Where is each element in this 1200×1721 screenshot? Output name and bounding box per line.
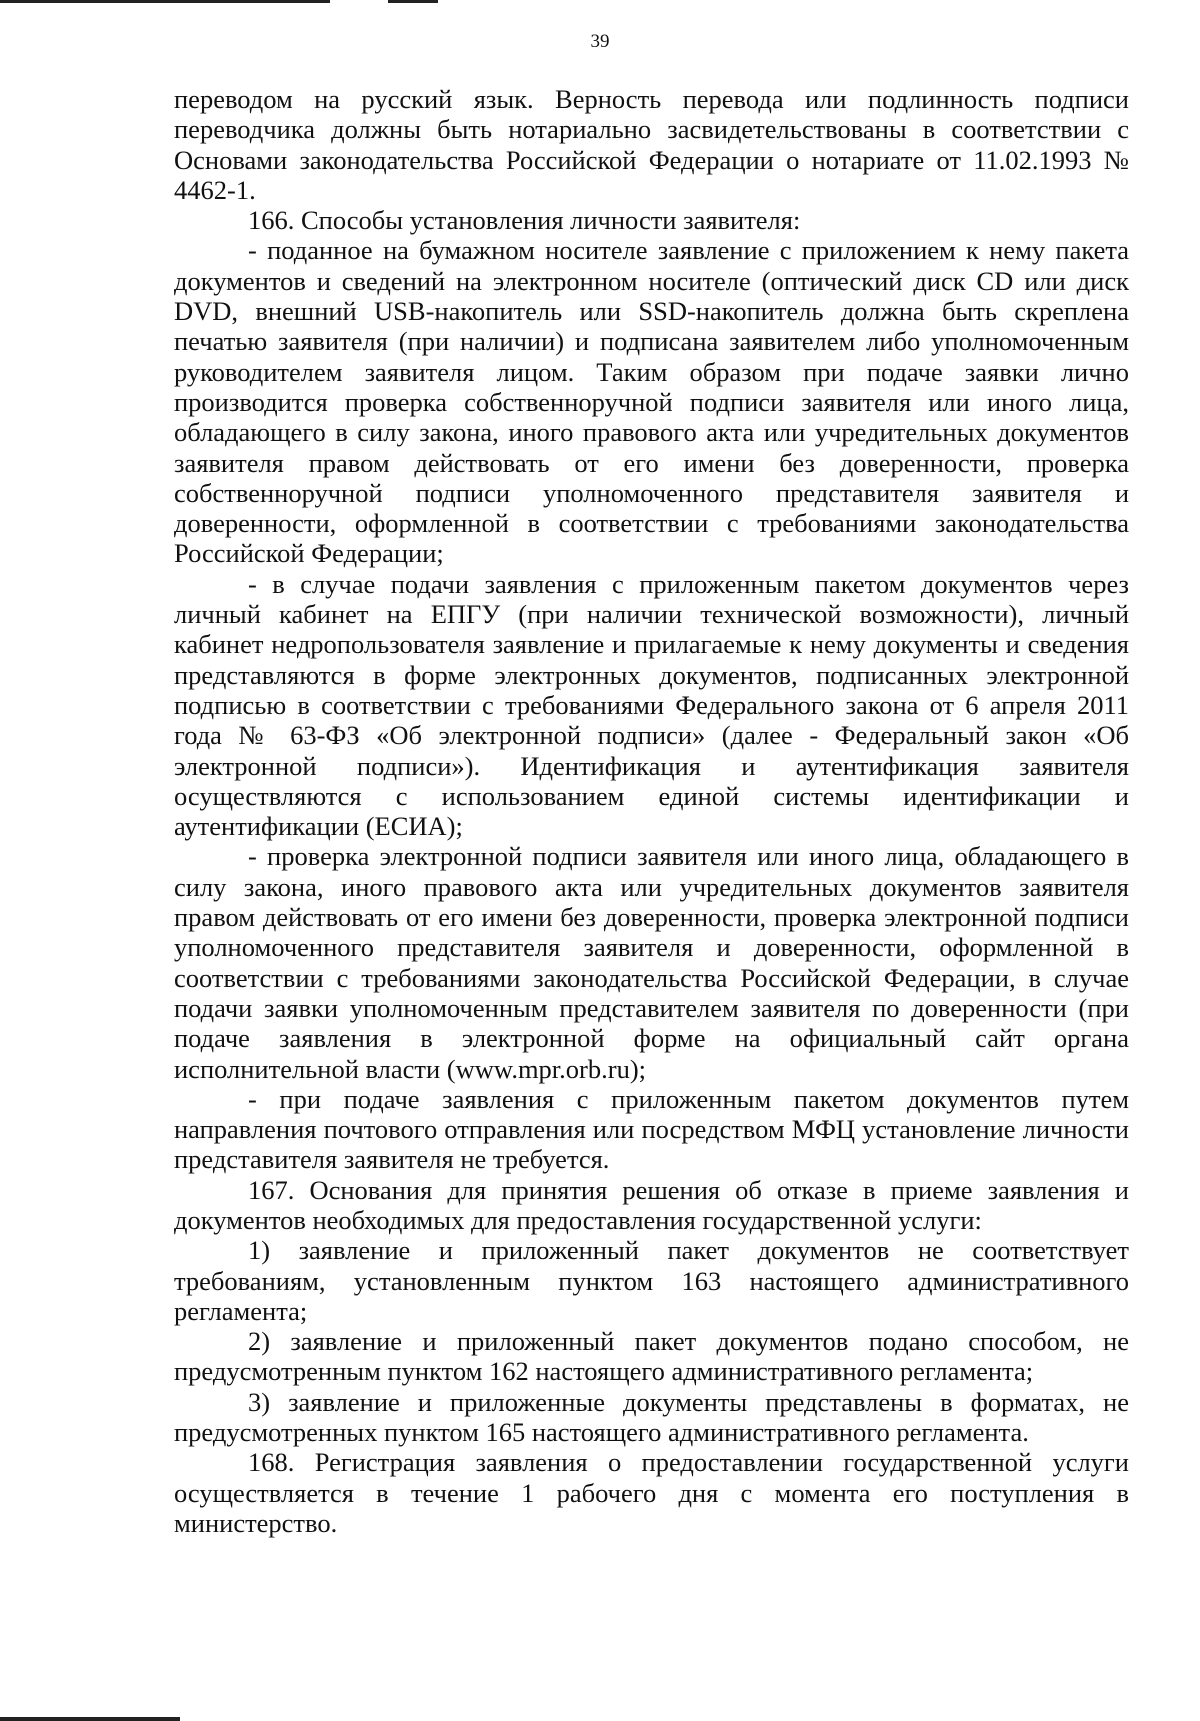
paragraph: переводом на русский язык. Верность перевода или подлинность подписи переводчика должны быть нотариально засвидетельствованы в соответствии с Основами законодательства Российской Федерации о нотариате от 11.02.1993 № 4462-1. (174, 84, 1129, 205)
scan-edge-mark-top-right (388, 0, 438, 3)
paragraph: 3) заявление и приложенные документы представлены в форматах, не предусмотренных пунктом 165 настоящего административного регламента. (174, 1386, 1129, 1448)
page-number: 39 (590, 31, 610, 52)
paragraph: 166. Способы установления личности заявителя: (248, 205, 801, 236)
paragraph: - поданное на бумажном носителе заявление с приложением к нему пакета документов и сведений на электронном носителе (оптический диск CD или диск DVD, внешний USB-накопитель или SSD-накопитель должна быть скреплена печатью заявителя (при наличии) и подписана заявителем либо уполномоченным руководителем заявителя лицом. Таким образом при подаче заявки лично производится проверка собственноручной подписи заявителя или иного лица, обладающего в силу закона, иного правового акта или учредительных документов заявителя правом действовать от его имени без доверенности, проверка собственноручной подписи уполномоченного представителя заявителя и доверенности, оформленной в соответствии с требованиями законодательства Российской Федерации; (174, 235, 1129, 569)
scan-edge-mark-bottom (0, 1717, 180, 1721)
paragraph: 167. Основания для принятия решения об отказе в приеме заявления и документов необходимых для предоставления государственной услуги: (174, 1174, 1129, 1235)
paragraph: 168. Регистрация заявления о предоставлении государственной услуги осуществляется в течение 1 рабочего дня с момента его поступления в министерство. (174, 1447, 1129, 1538)
paragraph: - в случае подачи заявления с приложенным пакетом документов через личный кабинет на ЕПГУ (при наличии технической возможности), личный кабинет недропользователя заявление и прилагаемые к нему документы и сведения представляются в форме электронных документов, подписанных электронной подписью в соответствии с требованиями Федерального закона от 6 апреля 2011 года № 63-ФЗ «Об электронной подписи» (далее - Федеральный закон «Об электронной подписи»). Идентификация и аутентификация заявителя осуществляются с использованием единой системы идентификации и аутентификации (ЕСИА); (174, 568, 1129, 842)
document-body (174, 84, 1129, 1538)
scan-edge-mark-top (0, 0, 330, 3)
paragraph: 2) заявление и приложенный пакет документов подано способом, не предусмотренным пунктом 162 настоящего административного регламента; (174, 1326, 1129, 1387)
paragraph: - при подаче заявления с приложенным пакетом документов путем направления почтового отправления или посредством МФЦ установление личности представителя заявителя не требуется. (174, 1083, 1129, 1175)
paragraph: - проверка электронной подписи заявителя или иного лица, обладающего в силу закона, иного правового акта или учредительных документов заявителя правом действовать от его имени без доверенности, проверка электронной подписи уполномоченного представителя заявителя и доверенности, оформленной в соответствии с требованиями законодательства Российской Федерации, в случае подачи заявки уполномоченным представителем заявителя по доверенности (при подаче заявления в электронной форме на официальный сайт органа исполнительной власти (www.mpr.orb.ru); (174, 841, 1129, 1084)
paragraph: 1) заявление и приложенный пакет документов не соответствует требованиям, установленным пунктом 163 настоящего административного регламента; (174, 1235, 1129, 1326)
